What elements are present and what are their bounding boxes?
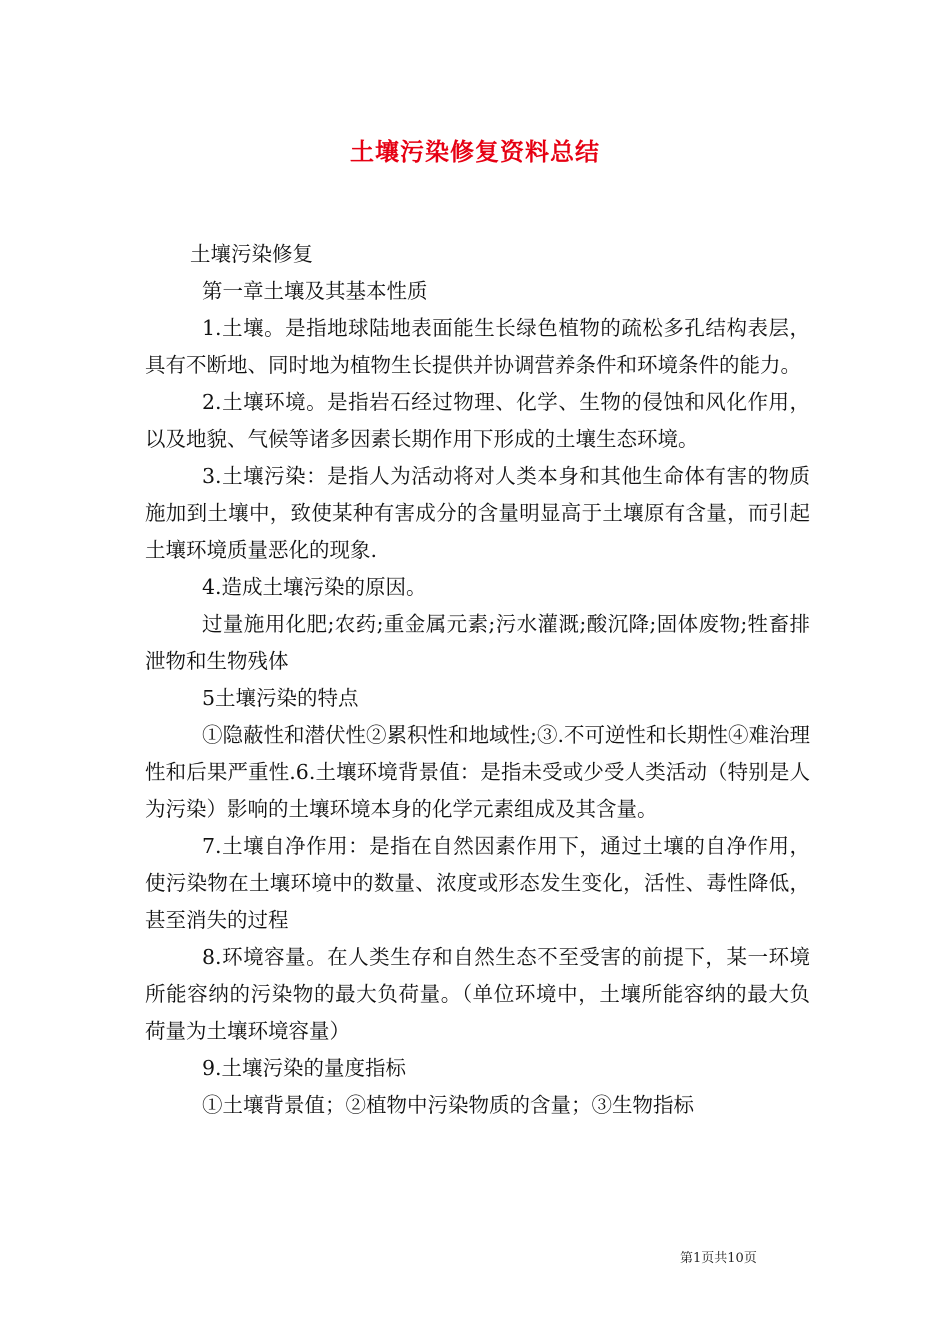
paragraph-pollution-features-heading: 5土壤污染的特点	[202, 686, 359, 710]
paragraph-chapter-heading: 第一章土壤及其基本性质	[202, 279, 428, 303]
paragraph-definition-soil-pollution: 3.土壤污染：是指人为活动将对人类本身和其他生命体有害的物质施加到土壤中，致使某种有害成分的含量明显高于土壤原有含量，而引起土壤环境质量恶化的现象.	[145, 464, 810, 562]
page-number: 第1页共10页	[680, 1251, 757, 1266]
paragraph-pollution-causes-heading: 4.造成土壤污染的原因。	[202, 575, 427, 599]
paragraph-pollution-features-list: ①隐蔽性和潜伏性②累积性和地域性;③.不可逆性和长期性④难治理性和后果严重性.6.土壤环境背景值：是指未受或少受人类活动（特别是人为污染）影响的土壤环境本身的化学元素组成及其含量。	[145, 723, 810, 821]
paragraph-topic: 土壤污染修复	[190, 242, 313, 266]
paragraph-measurement-list: ①土壤背景值；②植物中污染物质的含量；③生物指标	[202, 1093, 694, 1117]
document-body	[145, 236, 810, 1124]
paragraph-environmental-capacity: 8.环境容量。在人类生存和自然生态不至受害的前提下，某一环境所能容纳的污染物的最大负荷量。（单位环境中，土壤所能容纳的最大负荷量为土壤环境容量）	[145, 945, 810, 1043]
paragraph-definition-soil: 1.土壤。是指地球陆地表面能生长绿色植物的疏松多孔结构表层，具有不断地、同时地为植物生长提供并协调营养条件和环境条件的能力。	[145, 316, 810, 377]
document-title: 土壤污染修复资料总结	[350, 137, 600, 166]
paragraph-pollution-causes-list: 过量施用化肥;农药;重金属元素;污水灌溉;酸沉降;固体废物;牲畜排泄物和生物残体	[145, 612, 810, 673]
paragraph-measurement-heading: 9.土壤污染的量度指标	[202, 1056, 407, 1080]
paragraph-definition-soil-environment: 2.土壤环境。是指岩石经过物理、化学、生物的侵蚀和风化作用，以及地貌、气候等诸多因素长期作用下形成的土壤生态环境。	[145, 390, 810, 451]
paragraph-self-purification: 7.土壤自净作用：是指在自然因素作用下，通过土壤的自净作用，使污染物在土壤环境中的数量、浓度或形态发生变化，活性、毒性降低，甚至消失的过程	[145, 834, 810, 932]
